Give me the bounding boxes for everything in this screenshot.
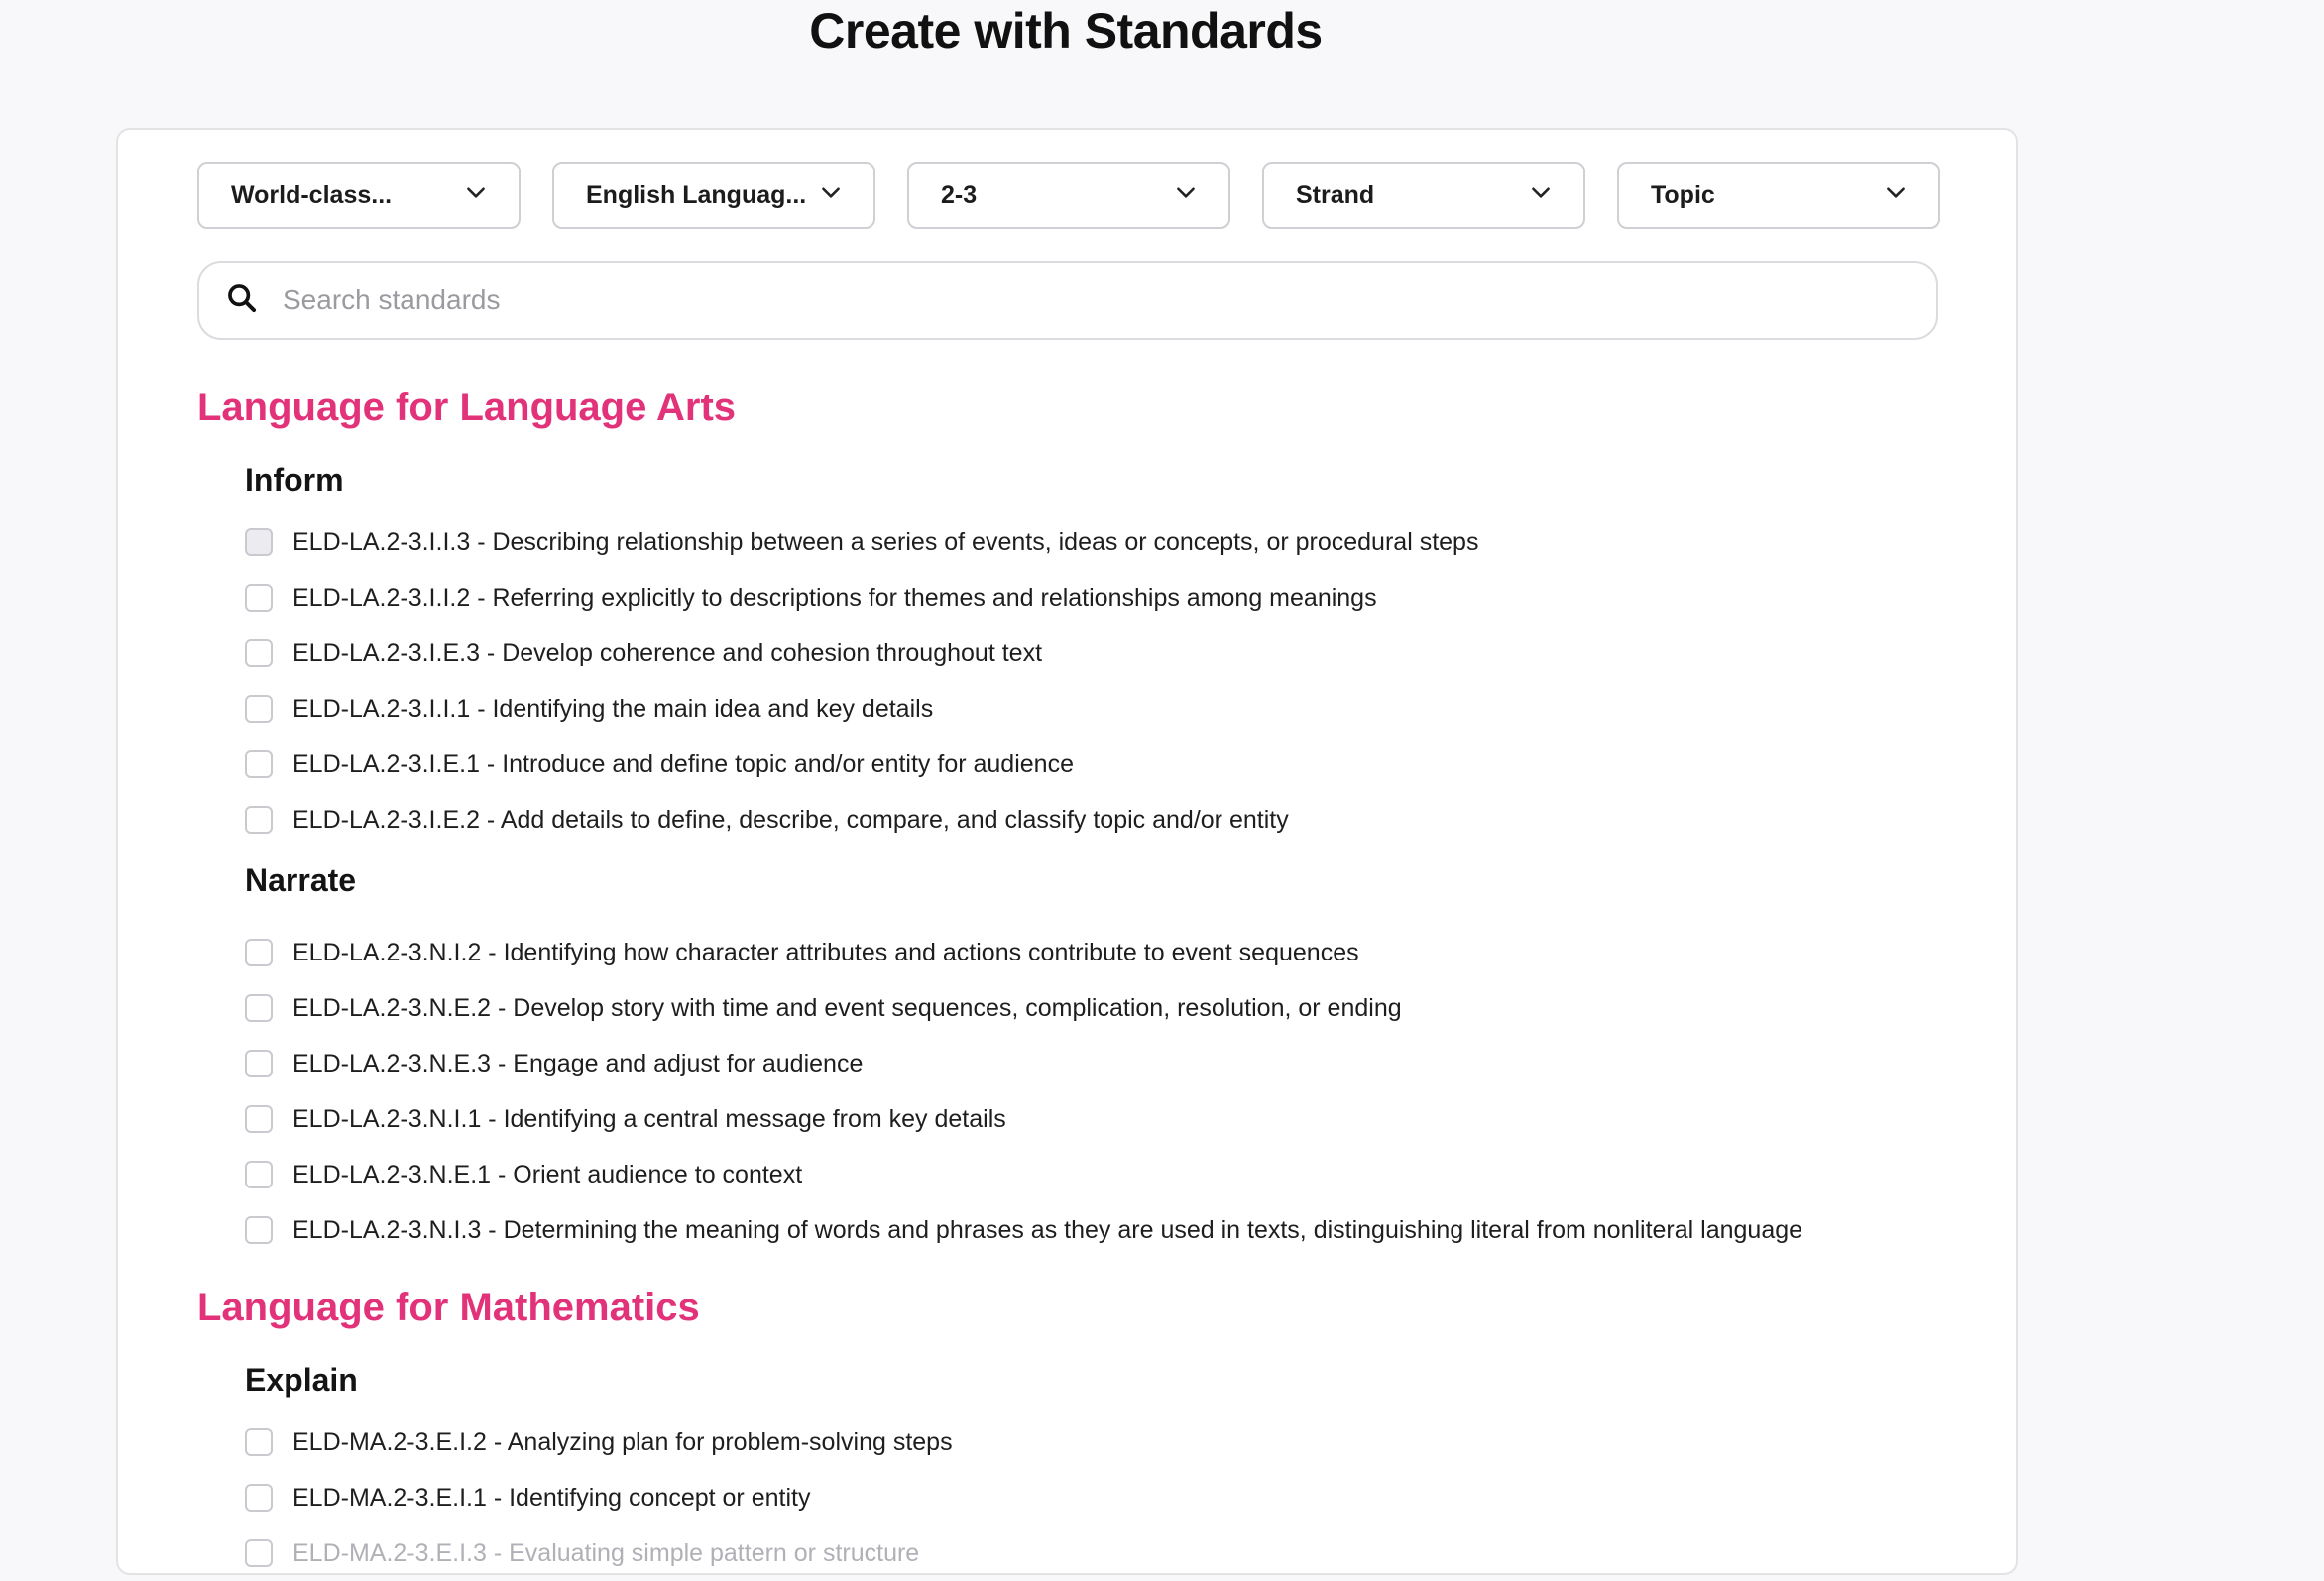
standard-checkbox[interactable] — [245, 994, 273, 1022]
standard-checkbox[interactable] — [245, 1428, 273, 1456]
standard-checkbox[interactable] — [245, 1484, 273, 1512]
standard-label: ELD-MA.2-3.E.I.1 - Identifying concept or entity — [292, 1483, 811, 1512]
standard-row[interactable] — [245, 570, 1938, 625]
group-title-narrate: Narrate — [245, 862, 357, 898]
standard-row[interactable] — [245, 681, 1938, 736]
standard-row[interactable] — [245, 1414, 1938, 1470]
standards-list — [197, 358, 1938, 1581]
grade-select-label: 2-3 — [941, 180, 978, 209]
chevron-down-icon — [1528, 179, 1554, 212]
strand-select-label: Strand — [1296, 180, 1375, 209]
standard-row[interactable] — [245, 1091, 1938, 1147]
standard-label: ELD-MA.2-3.E.I.3 - Evaluating simple pattern or structure — [292, 1538, 920, 1567]
standard-checkbox[interactable] — [245, 1216, 273, 1244]
chevron-down-icon — [818, 179, 844, 212]
standard-label: ELD-MA.2-3.E.I.2 - Analyzing plan for problem-solving steps — [292, 1427, 953, 1456]
topic-select[interactable] — [1617, 162, 1940, 229]
standard-checkbox[interactable] — [245, 1050, 273, 1077]
chevron-down-icon — [463, 179, 489, 212]
section-title-language-arts: Language for Language Arts — [197, 386, 737, 429]
standard-label: ELD-LA.2-3.N.E.1 - Orient audience to context — [292, 1160, 803, 1188]
standard-label: ELD-LA.2-3.N.E.3 - Engage and adjust for audience — [292, 1049, 864, 1077]
filter-bar — [197, 162, 1940, 229]
standard-checkbox[interactable] — [245, 639, 273, 667]
framework-select-label: World-class... — [231, 180, 393, 209]
standard-row[interactable] — [245, 1147, 1938, 1202]
standard-checkbox[interactable] — [245, 1539, 273, 1567]
subject-select[interactable] — [552, 162, 875, 229]
standard-row[interactable] — [245, 980, 1938, 1036]
search-icon — [225, 282, 259, 320]
standard-row[interactable] — [245, 792, 1938, 847]
standard-checkbox[interactable] — [245, 939, 273, 966]
standard-row[interactable] — [245, 1202, 1938, 1258]
standard-checkbox[interactable] — [245, 584, 273, 612]
standard-label: ELD-LA.2-3.N.I.2 - Identifying how character attributes and actions contribute to event sequences — [292, 938, 1359, 966]
topic-select-label: Topic — [1651, 180, 1715, 209]
framework-select[interactable] — [197, 162, 521, 229]
standards-card — [116, 128, 2018, 1575]
standard-checkbox[interactable] — [245, 1105, 273, 1133]
standard-label: ELD-LA.2-3.I.I.1 - Identifying the main idea and key details — [292, 694, 934, 723]
standard-checkbox[interactable] — [245, 806, 273, 834]
standard-label: ELD-LA.2-3.I.E.2 - Add details to define, describe, compare, and classify topic and/or entity — [292, 805, 1289, 834]
standard-label: ELD-LA.2-3.N.I.3 - Determining the meaning of words and phrases as they are used in texts, distinguishing literal from nonliteral language — [292, 1215, 1803, 1244]
standard-label: ELD-LA.2-3.I.I.3 - Describing relationship between a series of events, ideas or concepts, or procedural steps — [292, 527, 1479, 556]
standard-label: ELD-LA.2-3.N.I.1 - Identifying a central message from key details — [292, 1104, 1006, 1133]
standard-label: ELD-LA.2-3.N.E.2 - Develop story with time and event sequences, complication, resolution, or ending — [292, 993, 1402, 1022]
group-title-inform: Inform — [245, 462, 344, 498]
standard-label: ELD-LA.2-3.I.E.3 - Develop coherence and cohesion throughout text — [292, 638, 1043, 667]
chevron-down-icon — [1883, 179, 1909, 212]
group-title-explain: Explain — [245, 1362, 358, 1398]
chevron-down-icon — [1173, 179, 1199, 212]
standard-checkbox[interactable] — [245, 1161, 273, 1188]
standard-row[interactable] — [245, 514, 1938, 570]
page-title: Create with Standards — [809, 3, 1323, 58]
standard-row[interactable] — [245, 1525, 1938, 1581]
standard-checkbox[interactable] — [245, 750, 273, 778]
standard-checkbox[interactable] — [245, 695, 273, 723]
standard-checkbox[interactable] — [245, 528, 273, 556]
subject-select-label: English Languag... — [586, 180, 807, 209]
search-bar — [197, 261, 1938, 340]
strand-select[interactable] — [1262, 162, 1585, 229]
standard-label: ELD-LA.2-3.I.E.1 - Introduce and define topic and/or entity for audience — [292, 749, 1074, 778]
grade-select[interactable] — [907, 162, 1230, 229]
standard-label: ELD-LA.2-3.I.I.2 - Referring explicitly to descriptions for themes and relationships among meanings — [292, 583, 1377, 612]
section-title-mathematics: Language for Mathematics — [197, 1286, 700, 1329]
search-input[interactable] — [281, 283, 1772, 317]
standard-row[interactable] — [245, 1470, 1938, 1525]
standard-row[interactable] — [245, 736, 1938, 792]
standard-row[interactable] — [245, 1036, 1938, 1091]
standard-row[interactable] — [245, 925, 1938, 980]
standard-row[interactable] — [245, 625, 1938, 681]
